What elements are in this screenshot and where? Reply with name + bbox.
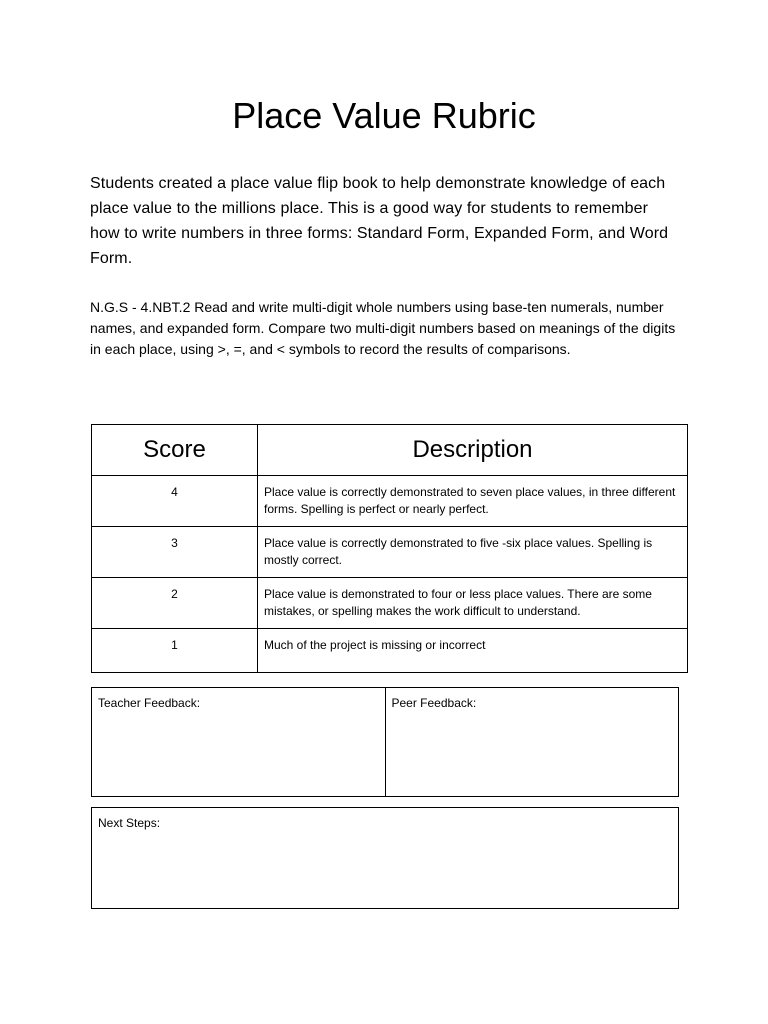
rubric-row	[92, 578, 688, 629]
teacher-feedback-box[interactable]	[92, 688, 386, 797]
rubric-row	[92, 629, 688, 673]
description-header: Description	[258, 425, 688, 476]
score-cell: 3	[92, 527, 258, 578]
teacher-feedback-label: Teacher Feedback:	[98, 696, 201, 710]
score-cell: 4	[92, 476, 258, 527]
description-cell: Much of the project is missing or incorrect	[258, 629, 688, 673]
intro-paragraph: Students created a place value flip book to help demonstrate knowledge of each place value to the millions place. This is a good way for students to remember how to write numbers in three forms: Standard Form, Expanded Form, and Word Form.	[90, 175, 669, 267]
score-cell: 2	[92, 578, 258, 629]
rubric-table	[91, 424, 688, 673]
score-header: Score	[92, 425, 258, 476]
next-steps-table	[91, 807, 679, 909]
rubric-header-row	[92, 425, 688, 476]
rubric-row	[92, 476, 688, 527]
next-steps-box[interactable]	[92, 808, 679, 909]
score-cell: 1	[92, 629, 258, 673]
feedback-row	[92, 688, 679, 797]
standard-paragraph: N.G.S - 4.NBT.2 Read and write multi-digit whole numbers using base-ten numerals, number names, and expanded form. Compare two multi-digit numbers based on meanings of the digits in each place, using >, =, and < symbols to record the results of comparisons.	[90, 299, 676, 357]
peer-feedback-box[interactable]	[385, 688, 679, 797]
description-cell: Place value is demonstrated to four or less place values. There are some mistakes, or spelling makes the work difficult to understand.	[258, 578, 688, 629]
description-cell: Place value is correctly demonstrated to five -six place values. Spelling is mostly correct.	[258, 527, 688, 578]
feedback-table	[91, 687, 679, 797]
next-steps-label: Next Steps:	[98, 816, 161, 830]
next-steps-row	[92, 808, 679, 909]
rubric-row	[92, 527, 688, 578]
page-title: Place Value Rubric	[232, 95, 536, 136]
description-cell: Place value is correctly demonstrated to seven place values, in three different forms. Spelling is perfect or nearly perfect.	[258, 476, 688, 527]
peer-feedback-label: Peer Feedback:	[391, 696, 477, 710]
